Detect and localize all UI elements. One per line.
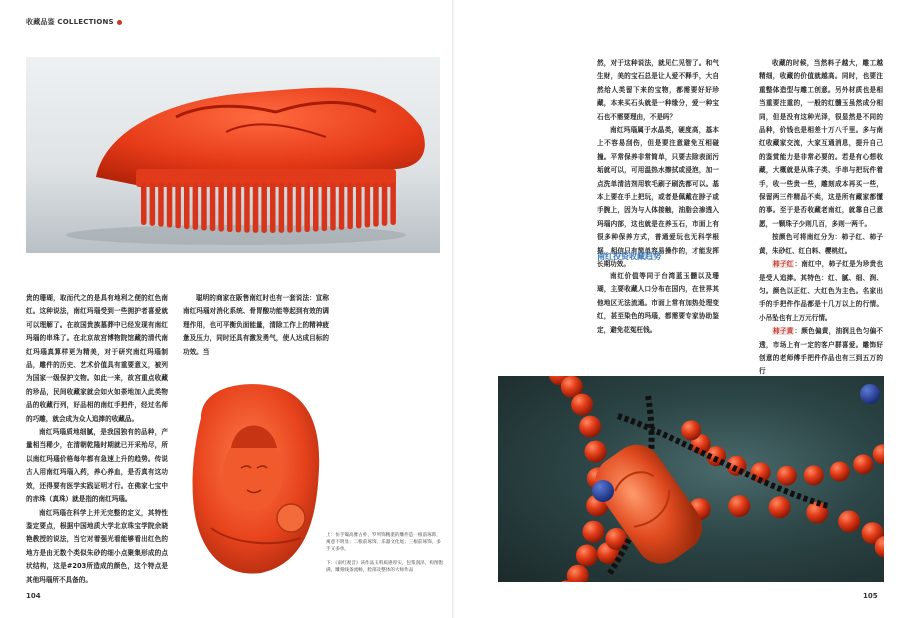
comb-tooth <box>158 183 164 227</box>
beads-illustration <box>498 376 884 582</box>
comb-tooth <box>193 183 199 230</box>
bead <box>681 420 701 440</box>
highlight-label: 柿子红 <box>773 260 794 269</box>
article-column-2 <box>183 292 329 359</box>
comb-tooth <box>175 183 181 228</box>
comb-tooth <box>382 183 388 226</box>
page-number-left: 104 <box>26 592 41 600</box>
comb-tooth <box>253 183 258 233</box>
comb-tooth <box>227 183 233 232</box>
bead <box>853 454 873 474</box>
comb-tooth <box>141 183 147 225</box>
red-coral-comb-photo <box>26 57 440 253</box>
comb-tooth <box>339 183 345 230</box>
bead <box>728 495 750 517</box>
comb-tooth <box>236 183 242 232</box>
section-body <box>597 270 719 337</box>
paragraph: 南红价值等同于台湾蓝玉髓以及珊瑚，主要收藏人口分布在国内，在世界其他地区无法流通。市面上常有加热处理变红，甚至染色的玛瑙，都需要专家协助鉴定，避免花冤枉钱。 <box>597 272 719 334</box>
paragraph: 贵的珊瑚，取而代之的是具有地利之便的红色南红。这种说法，南红玛瑙受到一些拥护者喜爱就可以理解了。在故国贵族墓葬中已经发现有南红玛瑙的串珠了。在北京故宫博物院馆藏的清代南红玛瑙真算样更为精美，对于研究南红玛瑙制品，雕件的历史、艺术价值具有重要意义，被列为国家一级保护文物。如此一来，故宫重点收藏的珍品，民间收藏家就会如火如荼地加入此类物品的收藏行列，好品相的南红手把件，经过名师的巧雕，就会成为众人追捧的收藏品。 <box>26 294 168 423</box>
bead <box>584 441 606 463</box>
photo-caption <box>326 532 444 580</box>
comb-tooth <box>313 183 319 232</box>
comb-tooth <box>356 183 362 228</box>
bead <box>579 416 601 438</box>
red-agate-beads-photo <box>498 376 884 582</box>
comb-tooth <box>218 183 224 232</box>
bead <box>571 394 593 416</box>
comb-tooth <box>201 183 207 231</box>
comb-tooth <box>390 183 396 225</box>
bead <box>838 510 860 532</box>
article-column-1 <box>26 292 168 587</box>
bead <box>576 545 598 567</box>
comb-tooth <box>322 183 328 231</box>
paragraph: 然，对于这种说法，就见仁见智了。和气生财，美的宝石总是让人爱不释手，大自然给人类留下来的宝物，都需要好好珍藏，本来买石头就是一种缘分，爱一种宝石也不需要理由，不是吗？ <box>597 59 719 121</box>
comb-tooth <box>244 183 250 233</box>
comb-tooth <box>365 183 371 228</box>
paragraph: 南红玛瑙属于水晶类，硬度高，基本上不容易刮伤，但是要注意避免互相碰撞。平常保养非常简单，只要去除表面污垢就可以，可用温热水擦拭或浸泡，加一点洗单清洁剂用软毛刷子刷洗都可以。基本上要在手上把玩，或者是佩戴在脖子或手腕上，因为与人体接触，油脂会渗透入玛瑙内部，这也就是在养玉石，市面上有很多种保养方式，普通爱玩也无科学根据，相信只有简单容易操作的，才能发挥长期功效。 <box>597 126 719 269</box>
carved-guanyin-pendant-photo <box>181 378 326 578</box>
page-number-right: 105 <box>863 592 878 600</box>
paragraph: 南红玛瑙在科学上并无完整的定义，其特性鉴定要点，根据中国地质大学北京珠宝学院余晓艳教授的说法，当它对着强光看能够看出红色的地方是由无数个类似朱砂的细小点聚集形成的点状结构，这是#203所造成的颜色，这个特点是其他玛瑙所不具备的。 <box>26 508 168 584</box>
comb-tooth <box>167 183 173 228</box>
paragraph: 柿子黄：颜色偏黄，油润且色匀偏不透，市场上有一定的客户群喜爱。雕饰好创意的老师傅手把件作品也有三到五万的行 <box>759 327 884 376</box>
paragraph: 按颜色可将南红分为：柿子红、柿子黄，朱砂红、红白料、樱桃红。 <box>759 233 883 255</box>
highlight-label: 柿子黄 <box>773 327 794 336</box>
comb-illustration <box>26 57 440 253</box>
section-title: 南红投资收藏趋势 <box>597 252 661 261</box>
bead <box>582 521 604 543</box>
paragraph: 聪明的商家在販售南红时也有一套说法：宣称南红玛瑙对消化系统、骨胃酸功能等起到有效的调理作用，也可平衡负面能量，清除工作上的精神疲惫及压力，同时还具有激发勇气，使人达成目标的功效。当 <box>183 294 329 356</box>
comb-tooth <box>210 183 216 231</box>
comb-tooth <box>261 183 267 233</box>
paragraph: 南红玛瑙质地细腻，是我国独有的品种，产量相当稀少，在清朝乾隆时期就已开采殆尽，所以南红玛瑙价格每年都有急速上升的趋势。传说古人用南红玛瑙入药，养心养血，是否真有这功效，还得要有医学实践证明才行。在佛家七宝中的赤珠（真珠）就是指的南红玛瑙。 <box>26 428 168 504</box>
bead <box>830 462 850 482</box>
comb-tooth <box>184 183 190 229</box>
bead <box>804 465 824 485</box>
caption-bottom: 下：《南红观音》该作品玉料质感厚实，包浆润泽，构图饱满，雕刻线条流畅，脸部及整体的大师作品 <box>326 560 444 573</box>
paragraph: 收藏的时候，当然料子越大，雕工越精细，收藏的价值就越高。同时，也要注重整体造型与雕工创意。另外材质也是相当重要注重的，一般的红髓玉虽然成分相同，但是没有这种光泽，很显然是不同的品种，价钱也是相差十万八千里。多与南红收藏家交流，大家互通消息，提升自己的鉴赏能力是非常必要的。若是有心想收藏，大概就是从珠子类、手串与把玩件着手，收一些贵一些，雕刻成本再买一些，保留两三件精品不卖，这是所有藏家都懂的事。至于是否收藏老南红，就靠自己意愿，一颗珠子少则几百，多则一两千。 <box>759 59 883 228</box>
article-column-4 <box>759 57 883 379</box>
paragraph: 柿子红：南红中，柿子红是为珍贵也是受人追捧。其特色：红、腻、细、润、匀。颜色以正红、大红色为主色。名家出手的手把件作品都是十几万以上的行情。小吊坠也有上万元行情。 <box>759 260 884 322</box>
comb-tooth <box>347 183 353 229</box>
comb-tooth <box>150 183 156 226</box>
comb-tooth <box>373 183 379 227</box>
comb-tooth <box>287 183 293 233</box>
guanyin-illustration <box>181 378 326 578</box>
bead <box>873 444 884 464</box>
comb-tooth <box>270 183 276 233</box>
comb-tooth <box>296 183 302 232</box>
comb-tooth <box>330 183 336 231</box>
bead <box>769 496 791 518</box>
left-page <box>0 0 454 618</box>
caption-top: 上：仿手镯高雅古朴，罗列饰精湛的雕件造一根前琢饰，寓意不明显；二根前琢饰，乐器文化尾；三根前琢饰，多手又多单。 <box>326 533 441 553</box>
bead <box>777 466 797 486</box>
comb-tooth <box>279 183 285 233</box>
section-header: 收藏品鉴 COLLECTIONS <box>26 17 122 27</box>
comb-tooth <box>304 183 310 232</box>
header-dot-icon <box>117 20 122 25</box>
article-column-3 <box>597 57 719 272</box>
bead <box>567 565 589 582</box>
